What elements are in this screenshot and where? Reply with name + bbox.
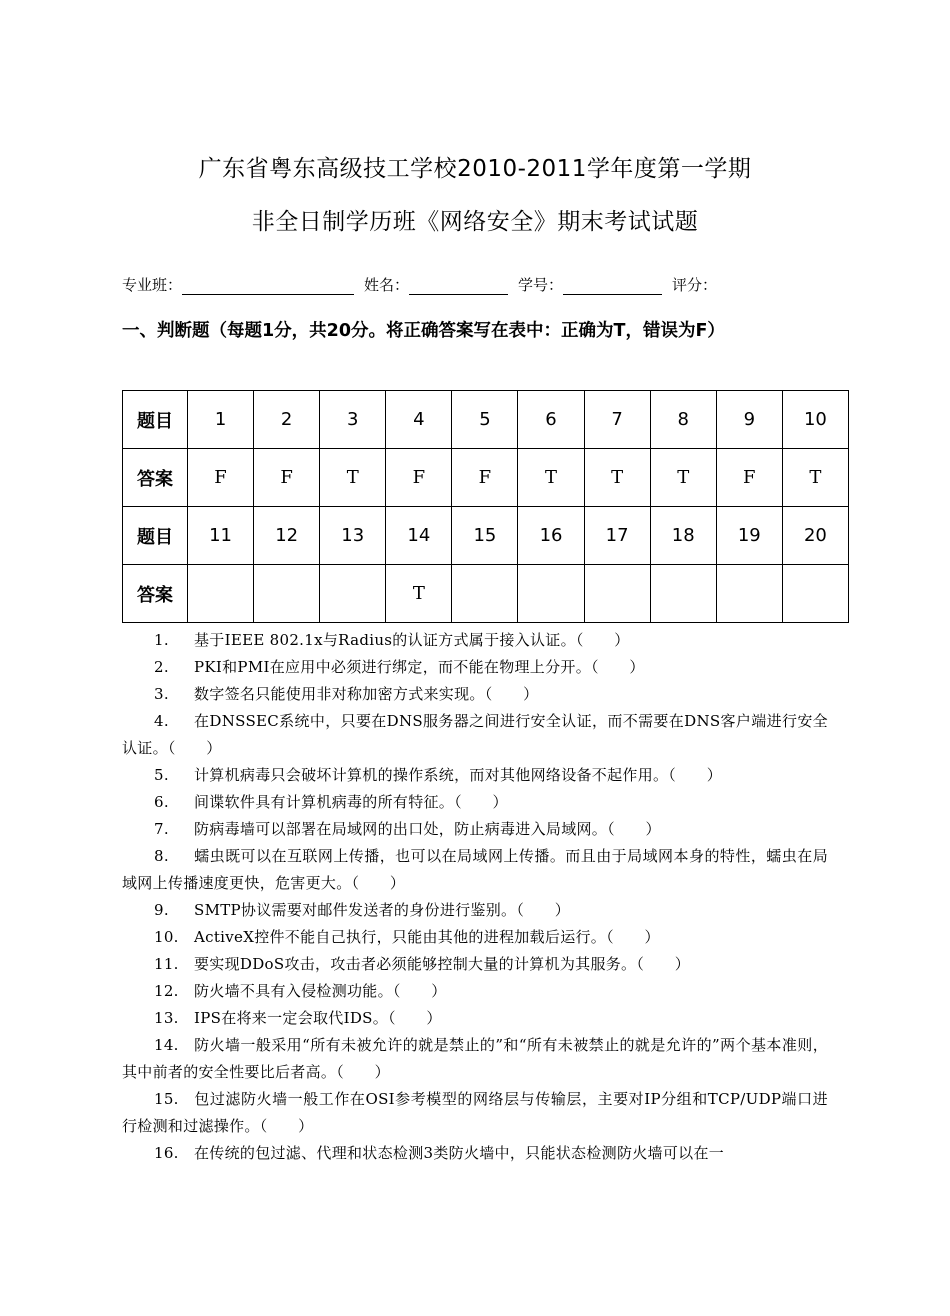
answer-cell: T — [518, 449, 584, 507]
question-text: IPS在将来一定会取代IDS。（ ） — [194, 1009, 442, 1027]
question-number-row-2 — [123, 507, 849, 565]
question-number-cell: 20 — [782, 507, 848, 565]
question-text: 在DNSSEC系统中，只要在DNS服务器之间进行安全认证，而不需要在DNS客户端进行安全认证。（ ） — [122, 712, 828, 757]
question-number-cell: 12 — [254, 507, 320, 565]
question-text: 防病毒墙可以部署在局域网的出口处，防止病毒进入局域网。（ ） — [194, 820, 661, 838]
question-number: 15. — [154, 1090, 179, 1108]
question-number-cell: 2 — [254, 391, 320, 449]
question-number: 13. — [154, 1009, 179, 1027]
question-number: 8. — [154, 847, 169, 865]
question-number: 12. — [154, 982, 179, 1000]
question-item — [122, 1140, 828, 1167]
answer-cell — [518, 565, 584, 623]
question-header-cell: 题目 — [123, 507, 188, 565]
answer-cell: F — [386, 449, 452, 507]
answer-cell: F — [188, 449, 254, 507]
question-item — [122, 708, 828, 762]
question-number: 1. — [154, 631, 169, 649]
answer-cell — [320, 565, 386, 623]
id-blank — [563, 278, 662, 295]
class-label: 专业班： — [122, 276, 183, 294]
score-label: 评分： — [672, 276, 718, 294]
question-number: 9. — [154, 901, 169, 919]
exam-title-line1: 广东省粤东高级技工学校2010-2011学年度第一学期 — [198, 156, 752, 182]
question-number: 14. — [154, 1036, 179, 1054]
question-item — [122, 1005, 828, 1032]
answer-cell: T — [584, 449, 650, 507]
question-number-cell: 14 — [386, 507, 452, 565]
section-1-heading: 一、判断题（每题1分，共20分。将正确答案写在表中：正确为T，错误为F） — [122, 321, 725, 341]
question-item — [122, 681, 828, 708]
question-number: 4. — [154, 712, 169, 730]
question-number: 11. — [154, 955, 179, 973]
question-text: 要实现DDoS攻击，攻击者必须能够控制大量的计算机为其服务。（ ） — [194, 955, 691, 973]
question-text: 基于IEEE 802.1x与Radius的认证方式属于接入认证。（ ） — [194, 631, 630, 649]
question-number-row-1 — [123, 391, 849, 449]
answer-cell: F — [452, 449, 518, 507]
question-header-cell: 题目 — [123, 391, 188, 449]
answer-cell — [716, 565, 782, 623]
question-number: 10. — [154, 928, 179, 946]
answer-cell: F — [716, 449, 782, 507]
answer-cell — [650, 565, 716, 623]
answer-cell — [782, 565, 848, 623]
question-item — [122, 843, 828, 897]
question-number: 7. — [154, 820, 169, 838]
question-number: 16. — [154, 1144, 179, 1162]
question-number-cell: 10 — [782, 391, 848, 449]
question-number-cell: 16 — [518, 507, 584, 565]
answer-cell: T — [386, 565, 452, 623]
exam-title-line2: 非全日制学历班《网络安全》期末考试试题 — [251, 209, 699, 235]
question-number-cell: 3 — [320, 391, 386, 449]
answer-row-2 — [123, 565, 849, 623]
answer-cell: T — [782, 449, 848, 507]
answer-cell: F — [254, 449, 320, 507]
question-item — [122, 762, 828, 789]
question-number-cell: 13 — [320, 507, 386, 565]
question-list — [122, 627, 828, 1167]
question-text: 在传统的包过滤、代理和状态检测3类防火墙中，只能状态检测防火墙可以在一 — [194, 1144, 725, 1162]
question-number-cell: 8 — [650, 391, 716, 449]
question-text: 包过滤防火墙一般工作在OSI参考模型的网络层与传输层，主要对IP分组和TCP/UDP端口进行检测和过滤操作。（ ） — [122, 1090, 828, 1135]
id-label: 学号： — [518, 276, 564, 294]
question-number-cell: 17 — [584, 507, 650, 565]
question-item — [122, 897, 828, 924]
question-item — [122, 1032, 828, 1086]
question-item — [122, 816, 828, 843]
question-item — [122, 789, 828, 816]
question-number-cell: 4 — [386, 391, 452, 449]
question-number: 5. — [154, 766, 169, 784]
answer-cell — [254, 565, 320, 623]
question-text: PKI和PMI在应用中必须进行绑定，而不能在物理上分开。（ ） — [194, 658, 645, 676]
question-item — [122, 978, 828, 1005]
question-number: 6. — [154, 793, 169, 811]
question-text: 计算机病毒只会破坏计算机的操作系统，而对其他网络设备不起作用。（ ） — [194, 766, 723, 784]
answer-row-1 — [123, 449, 849, 507]
answer-cell — [452, 565, 518, 623]
question-text: 防火墙一般采用“所有未被允许的就是禁止的”和“所有未被禁止的就是允许的”两个基本准则，其中前者的安全性要比后者高。（ ） — [122, 1036, 828, 1081]
answer-header-cell: 答案 — [123, 449, 188, 507]
question-item — [122, 1086, 828, 1140]
question-number-cell: 18 — [650, 507, 716, 565]
question-text: SMTP协议需要对邮件发送者的身份进行鉴别。（ ） — [194, 901, 571, 919]
question-number-cell: 7 — [584, 391, 650, 449]
question-text: 数字签名只能使用非对称加密方式来实现。（ ） — [194, 685, 539, 703]
question-text: ActiveX控件不能自己执行，只能由其他的进程加载后运行。（ ） — [194, 928, 660, 946]
question-number-cell: 1 — [188, 391, 254, 449]
answer-cell: T — [320, 449, 386, 507]
question-item — [122, 951, 828, 978]
answer-header-cell: 答案 — [123, 565, 188, 623]
student-info-row — [122, 274, 842, 295]
answer-table — [122, 390, 849, 623]
question-number-cell: 9 — [716, 391, 782, 449]
question-number-cell: 5 — [452, 391, 518, 449]
question-text: 间谍软件具有计算机病毒的所有特征。（ ） — [194, 793, 508, 811]
question-number-cell: 19 — [716, 507, 782, 565]
question-text: 蠕虫既可以在互联网上传播，也可以在局域网上传播。而且由于局域网本身的特性，蠕虫在局域网上传播速度更快，危害更大。（ ） — [122, 847, 828, 892]
question-item — [122, 627, 828, 654]
name-blank — [409, 278, 508, 295]
question-number: 3. — [154, 685, 169, 703]
question-number-cell: 15 — [452, 507, 518, 565]
name-label: 姓名： — [364, 276, 410, 294]
answer-cell: T — [650, 449, 716, 507]
question-number-cell: 6 — [518, 391, 584, 449]
answer-cell — [584, 565, 650, 623]
answer-cell — [188, 565, 254, 623]
question-item — [122, 654, 828, 681]
question-number-cell: 11 — [188, 507, 254, 565]
question-item — [122, 924, 828, 951]
question-number: 2. — [154, 658, 169, 676]
question-text: 防火墙不具有入侵检测功能。（ ） — [194, 982, 447, 1000]
class-blank — [182, 278, 354, 295]
